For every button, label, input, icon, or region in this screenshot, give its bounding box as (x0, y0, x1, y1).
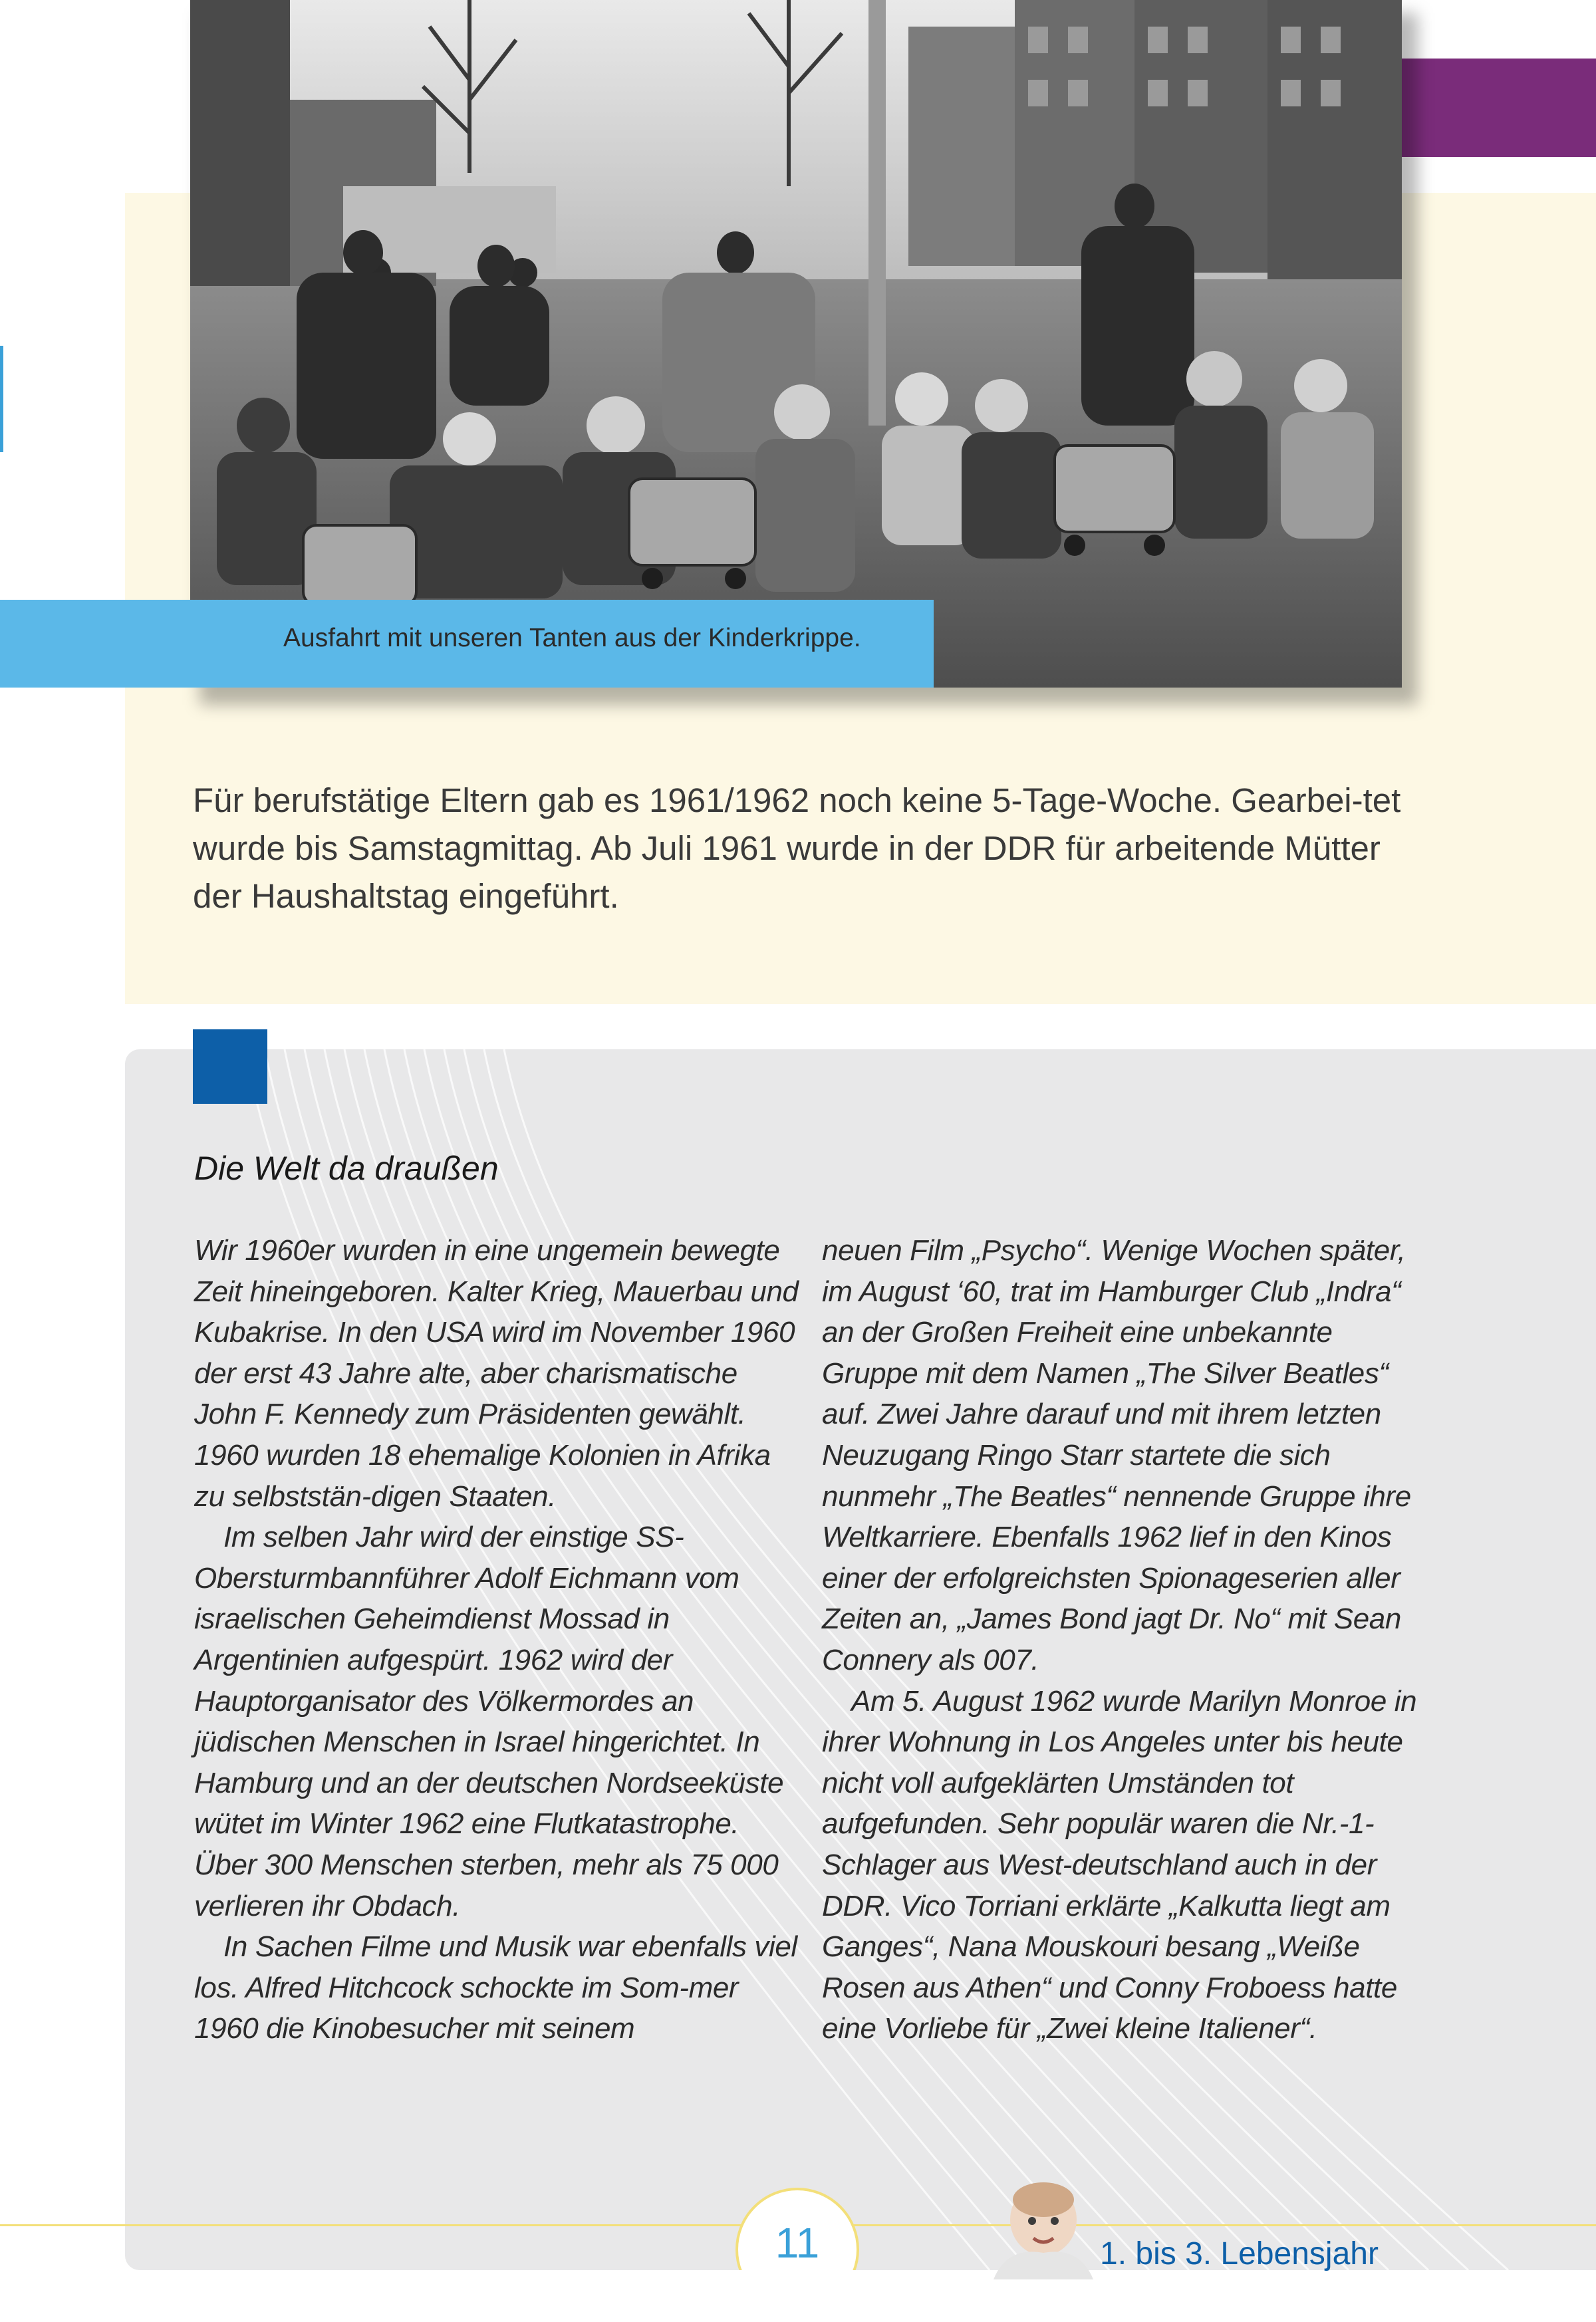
baby-photo-icon (987, 2180, 1100, 2279)
footer-background (0, 2270, 1596, 2322)
paragraph: Wir 1960er wurden in eine ungemein bewegte Zeit hineingeboren. Kalter Krieg, Mauerbau und Kubakrise. In den USA wird im November 1960 der erst 43 Jahre alte, aber charismatische John F. Kennedy zum Präsidenten gewählt. 1960 wurden 18 ehemalige Kolonien in Afrika zu selbststän-digen Staaten. (194, 1234, 799, 1513)
left-edge-marker (0, 346, 3, 452)
paragraph: neuen Film „Psycho“. Wenige Wochen später, im August ‘60, trat im Hamburger Club „Indra“ an der Großen Freiheit eine unbekannte Gruppe mit dem Namen „The Silver Beatles“ auf. Zwei Jahre darauf und mit ihrem letzten Neuzugang Ringo Starr startete die sich nunmehr „The Beatles“ nennende Gruppe ihre Weltkarriere. Ebenfalls 1962 lief in den Kinos einer der erfolgreichsten Spionageserien aller Zeiten an, „James Bond jagt Dr. No“ mit Sean Connery als 007. (822, 1234, 1411, 1676)
text-column-left (194, 1230, 806, 2049)
purple-tab-marker (1400, 59, 1596, 157)
paragraph: Am 5. August 1962 wurde Marilyn Monroe in ihrer Wohnung in Los Angeles unter bis heute nicht voll aufgeklärten Umständen tot aufgefunden. Sehr populär waren die Nr.-1- Schlager aus West-deutschland auch in der DDR. Vico Torriani erklärte „Kalkutta liegt am Ganges“, Nana Mouskouri besang „Weiße Rosen aus Athen“ und Conny Froboess hatte eine Vorliebe für „Zwei kleine Italiener“. (822, 1684, 1417, 2045)
section-heading: Die Welt da draußen (194, 1150, 499, 1187)
paragraph: In Sachen Filme und Musik war ebenfalls viel los. Alfred Hitchcock schockte im Som-mer 1960 die Kinobesucher mit seinem (194, 1930, 797, 2045)
paragraph: Im selben Jahr wird der einstige SS-Obersturmbannführer Adolf Eichmann vom israelischen Geheimdienst Mossad in Argentinien aufgespürt. 1962 wird der Hauptorganisator des Völkermordes an jüdischen Menschen in Israel hingerichtet. In Hamburg und an der deutschen Nordseeküste wütet im Winter 1962 eine Flutkatastrophe. Über 300 Menschen sterben, mehr als 75 000 verlieren ihr Obdach. (194, 1521, 784, 1922)
photo-caption: Ausfahrt mit unseren Tanten aus der Kinderkrippe. (283, 624, 861, 652)
chapter-label: 1. bis 3. Lebensjahr (1100, 2236, 1379, 2271)
intro-paragraph: Für berufstätige Eltern gab es 1961/1962 noch keine 5-Tage-Woche. Gearbei-tet wurde bis Samstagmittag. Ab Juli 1961 wurde in der DDR für arbeitende Mütter der Haushaltstag eingeführt. (193, 781, 1401, 915)
black-and-white-photo-icon (190, 0, 1402, 688)
text-column-right (822, 1230, 1420, 2049)
section-marker-square (193, 1029, 267, 1104)
page-number: 11 (775, 2219, 820, 2267)
